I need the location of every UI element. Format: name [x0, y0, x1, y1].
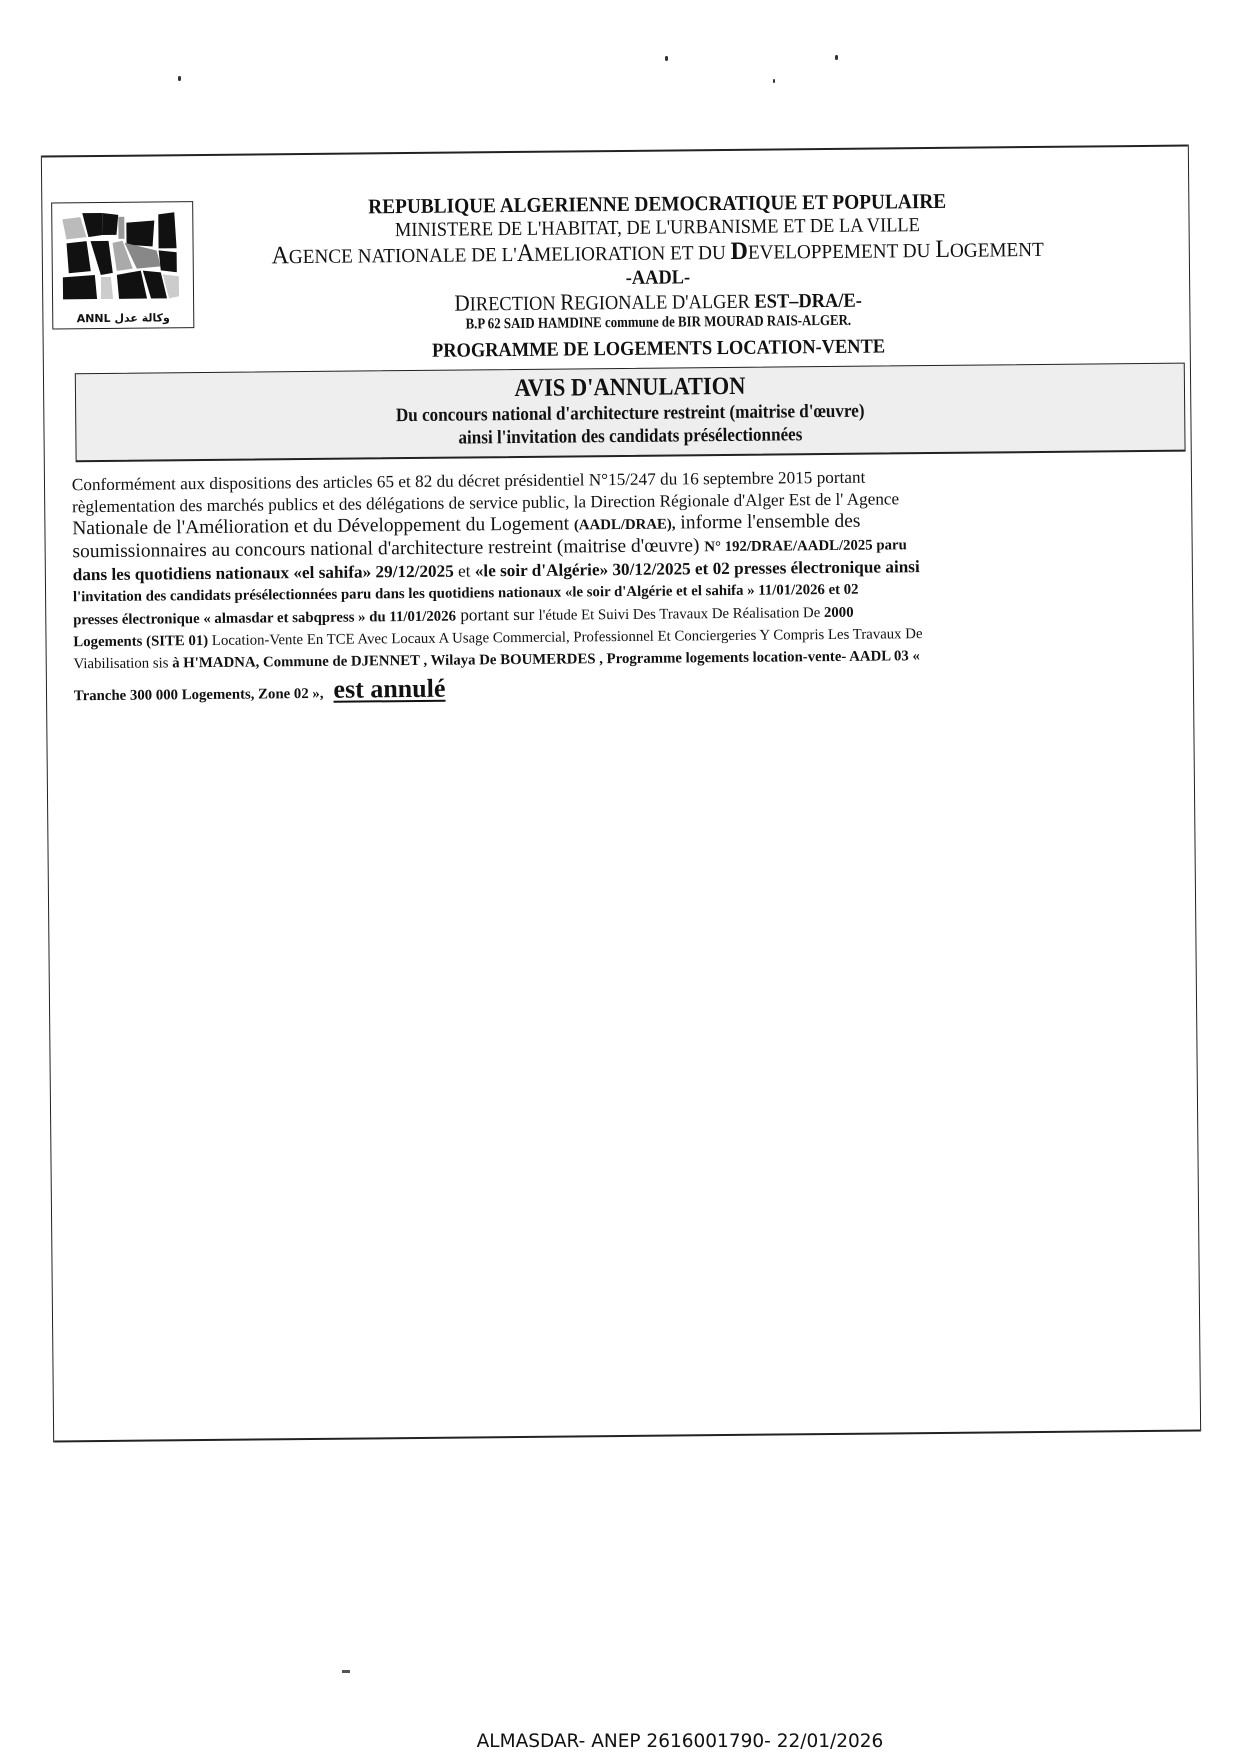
body-line: règlementation des marchés publics et des délégations de service public, la Direction Régionale d'Alger Est de l' Agence: [71, 489, 900, 517]
frame-bottom-border: [54, 1429, 1200, 1442]
notice-subtitle-1: Du concours national d'architecture restreint (maitrise d'œuvre): [395, 400, 865, 427]
frame-top-border: [42, 145, 1188, 158]
ministry-heading: MINISTERE DE L'HABITAT, DE L'URBANISME ET DE LA VILLE: [394, 213, 920, 241]
scan-artifact: [665, 56, 668, 61]
republic-heading: REPUBLIQUE ALGERIENNE DEMOCRATIQUE ET POPULAIRE: [368, 188, 947, 219]
body-line: Tranche 300 000 Logements, Zone 02 », est annulé: [73, 673, 446, 705]
body-line: presses électronique « almasdar et sabqpress » du 11/01/2026 portant sur l'étude Et Suivi Des Travaux De Réalisation De 2000: [73, 604, 854, 629]
address-line: B.P 62 SAID HAMDINE commune de BIR MOURAD RAIS-ALGER.: [465, 312, 852, 333]
document-content: [47, 179, 1198, 707]
body-line: dans les quotidiens nationaux «el sahifa» 29/12/2025 et «le soir d'Algérie» 30/12/2025 et 02 presses électronique ainsi: [72, 556, 920, 585]
body-line: Viabilisation sis à H'MADNA, Commune de DJENNET , Wilaya De BOUMERDES , Programme logements location-vente- AADL 03 «: [73, 647, 920, 673]
body-line: Conformément aux dispositions des articles 65 et 82 du décret présidentiel N°15/247 du 16 septembre 2015 portant: [71, 467, 866, 495]
scan-artifact: [178, 76, 181, 81]
notice-subtitle-2: ainsi l'invitation des candidats présélectionnées: [458, 424, 803, 449]
scan-artifact: [773, 79, 775, 83]
agency-heading: AGENCE NATIONALE DE L'AMELIORATION ET DU DEVELOPPEMENT DU LOGEMENT: [271, 235, 1044, 270]
publication-reference: ALMASDAR- ANEP 2616001790- 22/01/2026: [476, 1731, 884, 1752]
annulled-statement: est annulé: [333, 673, 446, 704]
acronym-heading: -AADL-: [625, 266, 691, 289]
body-line: soumissionnaires au concours national d'architecture restreint (maitrise d'œuvre) N° 192/DRAE/AADL/2025 paru: [72, 535, 907, 563]
body-line: l'invitation des candidats présélectionnées paru dans les quotidiens nationaux «le soir d'Algérie et el sahifa » 11/01/2026 et 02: [72, 581, 859, 606]
notice-title: AVIS D'ANNULATION: [514, 373, 746, 403]
body-line: Nationale de l'Amélioration et du Développement du Logement (AADL/DRAE), informe l'ensemble des: [72, 510, 861, 540]
logo-caption: ANNL وكالة عدل: [76, 311, 170, 326]
direction-heading: DIRECTION REGIONALE D'ALGER EST–DRA/E-: [454, 289, 862, 316]
notice-title-box: [75, 363, 1186, 462]
aadl-mosaic-logo-icon: [60, 210, 183, 303]
scan-artifact: [835, 55, 838, 60]
notice-body: [72, 463, 1184, 707]
letterhead: [197, 180, 1119, 364]
body-line: Logements (SITE 01) Location-Vente En TCE Avec Locaux A Usage Commercial, Professionnel Et Conciergeries Y Compris Les Travaux De: [73, 625, 923, 651]
scan-artifact: [342, 1670, 350, 1673]
aadl-logo: [51, 201, 194, 329]
programme-heading: PROGRAMME DE LOGEMENTS LOCATION-VENTE: [431, 335, 886, 362]
